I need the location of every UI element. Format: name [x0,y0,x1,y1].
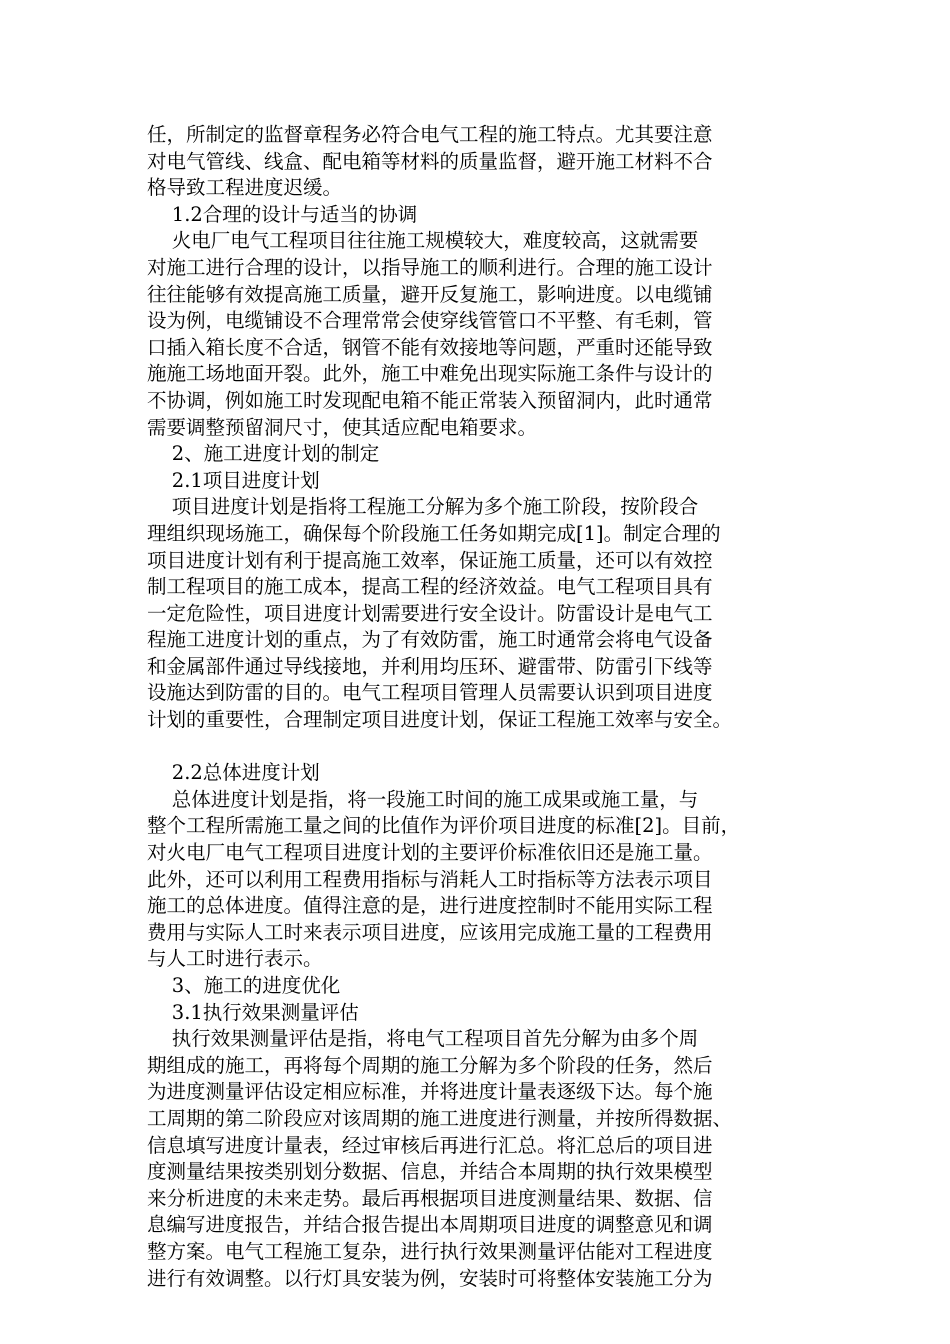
text-line: 制工程项目的施工成本，提高工程的经济效益。电气工程项目具有 [147,575,713,599]
text-line: 来分析进度的未来走势。最后再根据项目进度测量结果、数据、信 [147,1186,713,1210]
text-line: 设为例，电缆铺设不合理常常会使穿线管管口不平整、有毛刺，管 [147,309,713,333]
paragraph-first-line: 项目进度计划是指将工程施工分解为多个施工阶段，按阶段合 [147,495,699,519]
text-line: 度测量结果按类别划分数据、信息，并结合本周期的执行效果模型 [147,1160,713,1184]
text-line: 施工的总体进度。值得注意的是，进行进度控制时不能用实际工程 [147,894,713,918]
text-line: 进行有效调整。以行灯具安装为例，安装时可将整体安装施工分为 [147,1266,713,1290]
text-line: 任，所制定的监督章程务必符合电气工程的施工特点。尤其要注意 [147,123,713,146]
text-line: 计划的重要性，合理制定项目进度计划，保证工程施工效率与安全。 [147,708,733,732]
text-line: 与人工时进行表示。 [147,947,323,971]
section-heading: 2.2总体进度计划 [147,761,320,785]
text-line: 和金属部件通过导线接地，并利用均压环、避雷带、防雷引下线等 [147,654,713,678]
section-heading: 2、施工进度计划的制定 [147,442,380,466]
section-heading: 3.1执行效果测量评估 [147,1000,359,1024]
text-line: 不协调，例如施工时发现配电箱不能正常装入预留洞内，此时通常 [147,388,713,412]
text-line: 期组成的施工，再将每个周期的施工分解为多个阶段的任务，然后 [147,1053,713,1077]
paragraph-first-line: 总体进度计划是指，将一段施工时间的施工成果或施工量，与 [147,787,699,811]
text-line: 整方案。电气工程施工复杂，进行执行效果测量评估能对工程进度 [147,1239,713,1263]
paragraph-first-line: 执行效果测量评估是指，将电气工程项目首先分解为由多个周 [147,1027,699,1051]
text-line: 对火电厂电气工程项目进度计划的主要评价标准依旧还是施工量。 [147,841,713,865]
paragraph-first-line: 火电厂电气工程项目往往施工规模较大，难度较高，这就需要 [147,229,699,253]
section-heading: 3、施工的进度优化 [147,974,341,997]
section-heading: 1.2合理的设计与适当的协调 [147,202,418,226]
text-line: 项目进度计划有利于提高施工效率，保证施工质量，还可以有效控 [147,548,713,572]
section-heading: 2.1项目进度计划 [147,468,320,492]
document-page [147,122,807,1292]
text-line: 信息填写进度计量表，经过审核后再进行汇总。将汇总后的项目进 [147,1133,713,1157]
text-line: 施施工场地面开裂。此外，施工中难免出现实际施工条件与设计的 [147,362,713,386]
text-line: 往往能够有效提高施工质量，避开反复施工，影响进度。以电缆铺 [147,282,713,306]
text-line: 对电气管线、线盒、配电箱等材料的质量监督，避开施工材料不合 [147,149,713,173]
text-line: 此外，还可以利用工程费用指标与消耗人工时指标等方法表示项目 [147,867,713,891]
text-line: 口插入箱长度不合适，钢管不能有效接地等问题，严重时还能导致 [147,335,713,359]
text-line: 息编写进度报告，并结合报告提出本周期项目进度的调整意见和调 [147,1213,713,1237]
text-line: 格导致工程进度迟缓。 [147,176,343,200]
text-line: 费用与实际人工时来表示项目进度，应该用完成施工量的工程费用 [147,920,713,944]
text-line: 整个工程所需施工量之间的比值作为评价项目进度的标准[2]。目前， [147,814,741,838]
text-line: 需要调整预留洞尺寸，使其适应配电箱要求。 [147,415,538,439]
text-line: 理组织现场施工，确保每个阶段施工任务如期完成[1]。制定合理的 [147,521,721,545]
blank-line [147,734,807,761]
text-line: 程施工进度计划的重点，为了有效防雷，施工时通常会将电气设备 [147,628,713,652]
text-line: 工周期的第二阶段应对该周期的施工进度进行测量，并按所得数据、 [147,1106,733,1130]
text-line: 设施达到防雷的目的。电气工程项目管理人员需要认识到项目进度 [147,681,713,705]
text-line: 为进度测量评估设定相应标准，并将进度计量表逐级下达。每个施 [147,1080,713,1104]
text-line: 对施工进行合理的设计，以指导施工的顺利进行。合理的施工设计 [147,255,713,279]
text-line: 一定危险性，项目进度计划需要进行安全设计。防雷设计是电气工 [147,601,713,625]
